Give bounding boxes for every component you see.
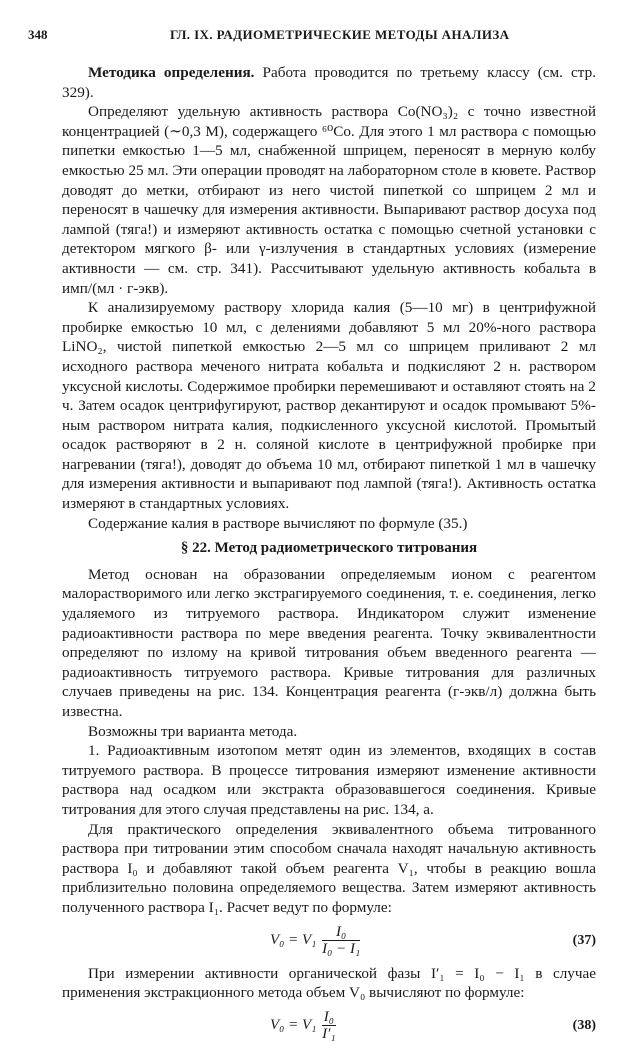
equation-number: (38) (572, 1017, 596, 1033)
formula-fraction (322, 1009, 336, 1042)
paragraph-practical: Для практического определения эквивалентного объема титрованного раствора при титровании этим способом сначала находят начальную активность раствора I₀ и добавляют такой объем реагента V₁, чтобы в реакцию вошла приблизительно половина определяемого вещества. Затем измеряют активность полученного раствора I₁. Расчет ведут по формуле: (62, 820, 596, 916)
paragraph-method-intro (62, 63, 596, 102)
page-body (62, 63, 596, 1049)
running-header (24, 27, 596, 49)
formula-38 (62, 1005, 596, 1045)
equation-number: (37) (572, 932, 596, 948)
formula-lhs: V₀ = V₁ (270, 931, 317, 948)
paragraph-variant-1: 1. Радиоактивным изотопом метят один из элементов, входящих в состав титруемого раствора. В процессе титрования измеряют изменение активности раствора над осадком или экстракта образовавшегося соединения. Кривые титрования для этого случая представлены на рис. 134, а. (62, 742, 596, 818)
formula-numerator: I₀ (336, 923, 347, 940)
formula-numerator: I₀ (323, 1008, 334, 1025)
paragraph-text: Работа проводится по третьему классу (см. стр. 329). (62, 64, 597, 101)
section-heading: § 22. Метод радиометрического титрования (180, 540, 478, 557)
formula-lhs: V₀ = V₁ (270, 1016, 317, 1033)
formula-denominator: I₀ − I₁ (322, 940, 361, 957)
paragraph-method-basis: Метод основан на образовании определяемым ионом с реагентом малорастворимого или легко экстрагируемого соединения, т. е. соединения, легко удаляемого из титруемого раствора. Индикатором служит изменение радиоактивности раствора по мере введения реагента. Точку эквивалентности определяют по излому на кривой титрования объем введенного реагента — радиоактивность титруемого раствора. Кривые титрования для различных случаев приведены на рис. 134. Концентрация реагента (г-экв/л) должна быть известна. (62, 565, 596, 720)
paragraph-calc-reference: Содержание калия в растворе вычисляют по формуле (35.) (88, 514, 468, 532)
paragraph-variants: Возможны три варианта метода. (88, 722, 298, 740)
formula-expression (270, 1009, 336, 1042)
paragraph-cobalt-activity: Определяют удельную активность раствора Co(NO₃)₂ с точно известной концентрацией (∼0,3 М), содержащего ⁶⁰Co. Для этого 1 мл раствора с помощью пипетки емкостью 1—5 мл, снабженной шприцем, переносят в мерную колбу емкостью 25 мл. Эти операции проводят на лабораторном столе в кювете. Раствор доводят до метки, отбирают из него чистой пипеткой со шприцем 2 мл и переносят в чашечку для измерения активности. Выпаривают раствор досуха под лампой (тяга!) и измеряют активность остатка с помощью счетной установки с детектором мягкого β- или γ-излучения в стандартных условиях (измерение активности — см. стр. 341). Рассчитывают удельную активность кобальта в имп/(мл · г-экв). (62, 103, 596, 297)
formula-expression (270, 924, 360, 957)
paragraph-organic-phase: При измерении активности органической фазы I′₁ = I₀ − I₁ в случае применения экстракционного метода объем V₀ вычисляют по формуле: (62, 964, 596, 1002)
formula-37 (62, 920, 596, 960)
formula-denominator: I′₁ (322, 1025, 336, 1042)
formula-fraction (322, 924, 360, 957)
chapter-title: ГЛ. IX. РАДИОМЕТРИЧЕСКИЕ МЕТОДЫ АНАЛИЗА (170, 27, 510, 42)
paragraph-lead: Методика определения. (88, 64, 255, 81)
paragraph-potassium-procedure: К анализируемому раствору хлорида калия (5—10 мг) в центрифужной пробирке емкостью 10 мл, с делениями добавляют 5 мл 20%-ного раствора LiNO₂, чистой пипеткой емкостью 2—5 мл со шприцем приливают 2 мл исходного раствора меченого нитрата кобальта и подкисляют 2 н. раствором уксусной кислоты. Содержимое пробирки перемешивают и оставляют стоять на 2 ч. Затем осадок центрифугируют, раствор декантируют и осадок промывают 5%-ным раствором нитрата калия, подкисленного уксусной кислотой. Промытый осадок растворяют в 2 н. соляной кислоте в центрифужной пробирке при нагревании (тяга!), доводят до объема 10 мл, отбирают пипеткой 1 мл в чашечку для измерения активности и выпаривают под лампой (тяга!). Активность остатка измеряют в стандартных условиях. (62, 299, 596, 513)
page-number: 348 (28, 27, 48, 42)
